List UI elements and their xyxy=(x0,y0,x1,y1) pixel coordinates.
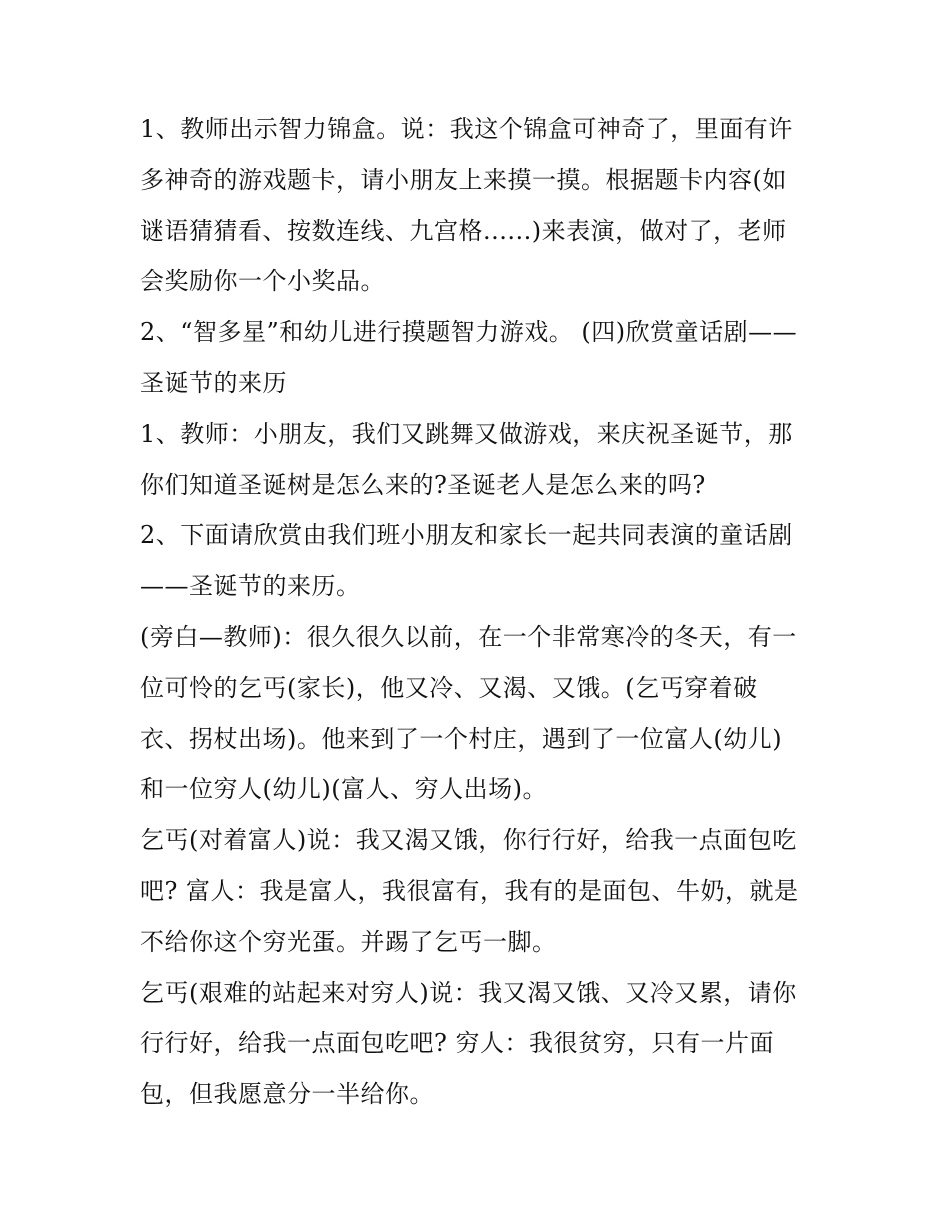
text-line: 2、“智多星”和幼儿进行摸题智力游戏。 (四)欣赏童话剧—— xyxy=(140,318,798,347)
text-line: 你们知道圣诞树是怎么来的?圣诞老人是怎么来的吗? xyxy=(140,470,706,499)
text-line: 2、下面请欣赏由我们班小朋友和家长一起共同表演的童话剧 xyxy=(140,521,793,550)
text-line: 行行好，给我一点面包吃吧? 穷人：我很贫穷，只有一片面 xyxy=(140,1029,774,1058)
text-line: 谜语猜猜看、按数连线、九宫格......)来表演，做对了，老师 xyxy=(140,216,787,245)
text-line: ——圣诞节的来历。 xyxy=(140,572,361,601)
text-line: 多神奇的游戏题卡，请小朋友上来摸一摸。根据题卡内容(如 xyxy=(140,165,787,194)
text-line: 位可怜的乞丐(家长)，他又冷、又渴、又饿。(乞丐穿着破 xyxy=(140,673,758,702)
text-line: (旁白—教师)：很久很久以前，在一个非常寒冷的冬天，有一 xyxy=(140,622,797,651)
text-line: 和一位穷人(幼儿)(富人、穷人出场)。 xyxy=(140,775,547,804)
text-line: 1、教师出示智力锦盒。说：我这个锦盒可神奇了，里面有许 xyxy=(140,115,793,143)
text-line: 不给你这个穷光蛋。并踢了乞丐一脚。 xyxy=(140,927,557,956)
text-line: 吧? 富人：我是富人，我很富有，我有的是面包、牛奶，就是 xyxy=(140,876,799,905)
text-line: 包，但我愿意分一半给你。 xyxy=(140,1080,434,1109)
text-line: 乞丐(对着富人)说：我又渴又饿，你行行好，给我一点面包吃 xyxy=(140,826,797,855)
document-body xyxy=(140,104,820,1120)
text-line: 圣诞节的来历 xyxy=(140,368,287,397)
text-line: 1、教师：小朋友，我们又跳舞又做游戏，来庆祝圣诞节，那 xyxy=(140,419,793,448)
text-line: 衣、拐杖出场)。他来到了一个村庄，遇到了一位富人(幼儿) xyxy=(140,724,783,753)
text-line: 乞丐(艰难的站起来对穷人)说：我又渴又饿、又冷又累，请你 xyxy=(140,978,797,1007)
text-line: 会奖励你一个小奖品。 xyxy=(140,267,385,296)
